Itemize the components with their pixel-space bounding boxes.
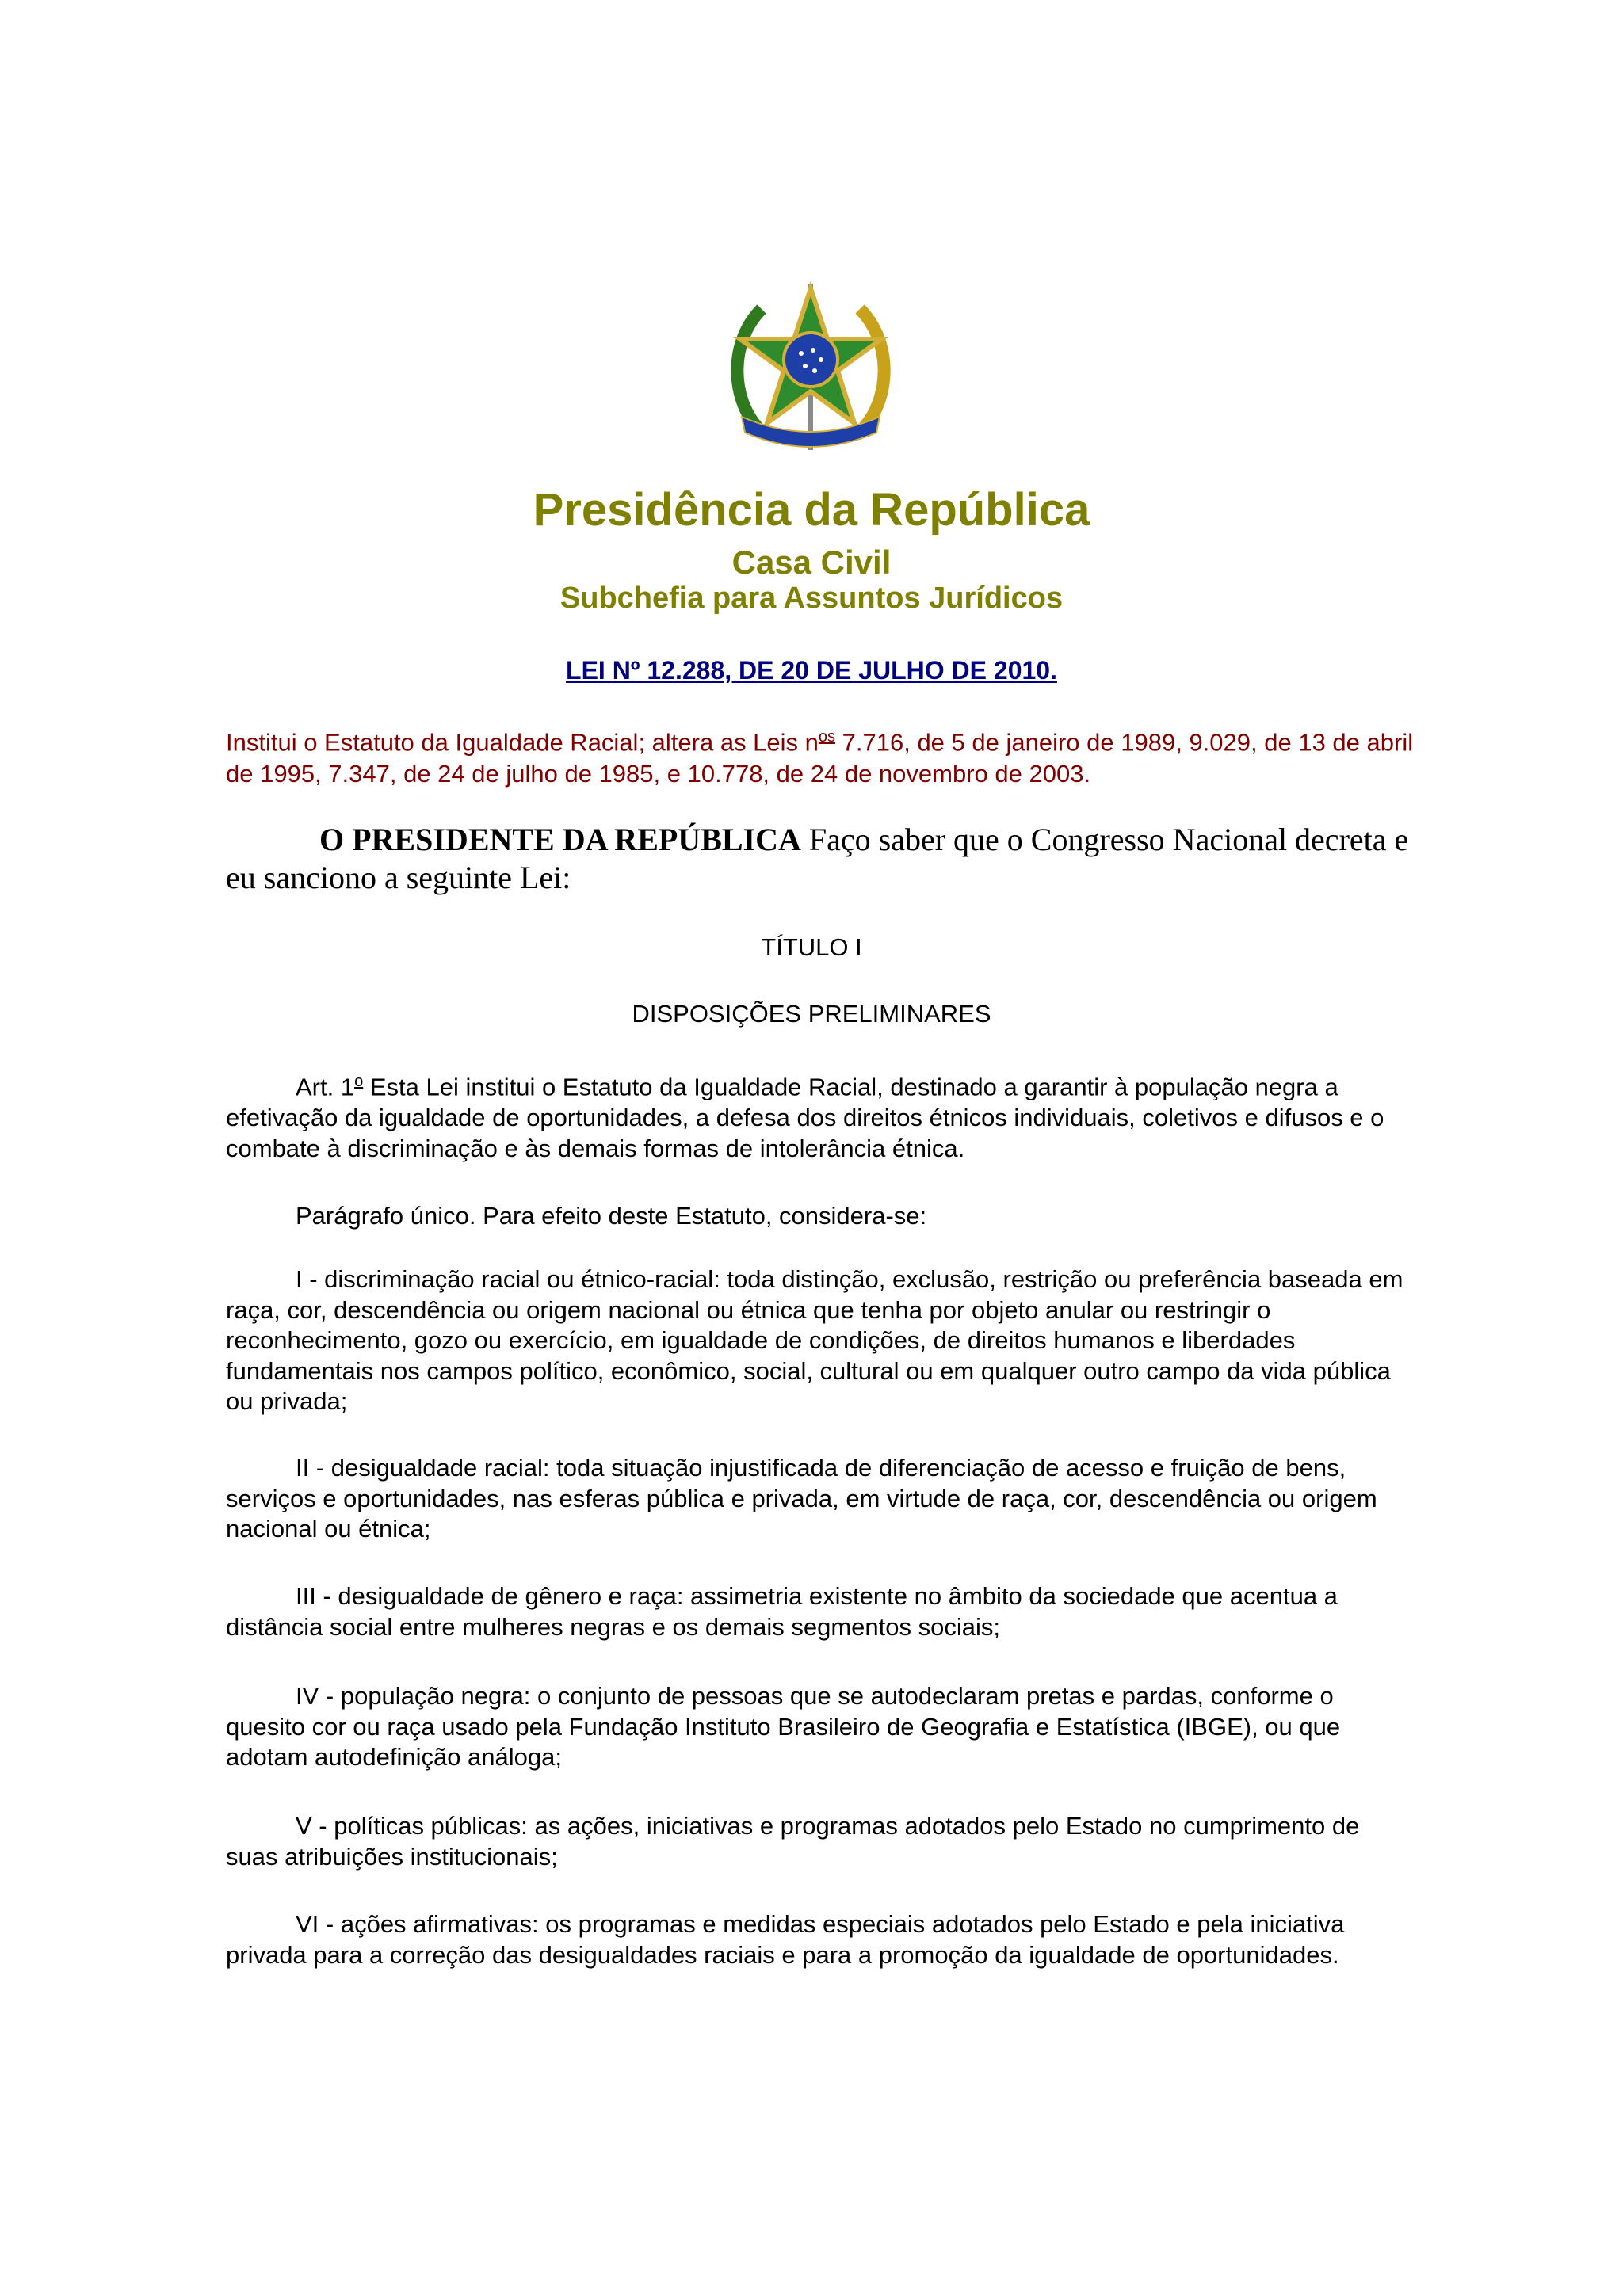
ementa-text-start: Institui o Estatuto da Igualdade Racial; altera as Leis n: [226, 728, 819, 757]
item-iv: [226, 1681, 1411, 1773]
coat-of-arms-icon: [726, 277, 896, 455]
page-title: Presidência da República: [533, 484, 1090, 536]
item-v: [226, 1811, 1411, 1872]
paragraph-unico: [226, 1201, 1411, 1232]
ementa-superscript: os: [818, 728, 836, 746]
item-text: IV - população negra: o conjunto de pessoas que se autodeclaram pretas e pardas, conforme o quesito cor ou raça usado pela Fundação Instituto Brasileiro de Geografia e Estatística (IBGE), ou que adotam autodefinição análoga;: [226, 1682, 1341, 1772]
item-text: II - desigualdade racial: toda situação injustificada de diferenciação de acesso e fruição de bens, serviços e oportunidades, nas esferas pública e privada, em virtude de raça, cor, descendência ou origem nacional ou étnica;: [226, 1454, 1377, 1543]
item-vi: [226, 1909, 1411, 1970]
item-text: V - políticas públicas: as ações, iniciativas e programas adotados pelo Estado no cumprimento de suas atribuições institucionais;: [226, 1812, 1360, 1871]
law-title-link[interactable]: LEI Nº 12.288, DE 20 DE JULHO DE 2010.: [566, 656, 1057, 685]
item-text: VI - ações afirmativas: os programas e medidas especiais adotados pelo Estado e pela iniciativa privada para a correção das desigualdades raciais e para a promoção da igualdade de oportunidades.: [226, 1910, 1345, 1969]
item-text: III - desigualdade de gênero e raça: assimetria existente no âmbito da sociedade que acentua a distância social entre mulheres negras e os demais segmentos sociais;: [226, 1582, 1338, 1641]
item-iii: [226, 1581, 1411, 1642]
item-ii: [226, 1453, 1411, 1545]
preamble: [226, 821, 1411, 897]
item-i: [226, 1264, 1411, 1417]
agency-subtitle: Casa Civil: [731, 543, 892, 581]
article-text: Esta Lei institui o Estatuto da Igualdade Racial, destinado a garantir à população negra a efetivação da igualdade de oportunidades, a defesa dos direitos étnicos individuais, coletivos e difusos e o combate à discriminação e às demais formas de intolerância étnica.: [226, 1073, 1384, 1162]
law-ementa: [226, 721, 1415, 790]
paragraph-text: Parágrafo único. Para efeito deste Estatuto, considera-se:: [296, 1202, 927, 1230]
article-label: Art. 1: [296, 1073, 355, 1101]
item-text: I - discriminação racial ou étnico-racial: toda distinção, exclusão, restrição ou preferência baseada em raça, cor, descendência ou origem nacional ou étnica que tenha por objeto anular ou restringir o reconhecimento, gozo ou exercício, em igualdade de condições, de direitos humanos e liberdades fundamentais nos campos político, econômico, social, cultural ou em qualquer outro campo da vida pública ou privada;: [226, 1265, 1403, 1416]
preamble-text: Faço saber que o Congresso Nacional decreta e eu sanciono a seguinte Lei:: [226, 822, 1409, 895]
department-subtitle: Subchefia para Assuntos Jurídicos: [559, 582, 1064, 615]
section-title: TÍTULO I: [761, 933, 862, 961]
article-superscript: o: [354, 1073, 364, 1090]
section-subtitle: DISPOSIÇÕES PRELIMINARES: [632, 1000, 991, 1028]
preamble-bold: O PRESIDENTE DA REPÚBLICA: [319, 822, 801, 857]
ementa-text-end: 7.716, de 5 de janeiro de 1989, 9.029, de 13 de abril de 1995, 7.347, de 24 de julho de 1985, e 10.778, de 24 de novembro de 2003.: [226, 728, 1414, 788]
article-1: [226, 1066, 1411, 1164]
